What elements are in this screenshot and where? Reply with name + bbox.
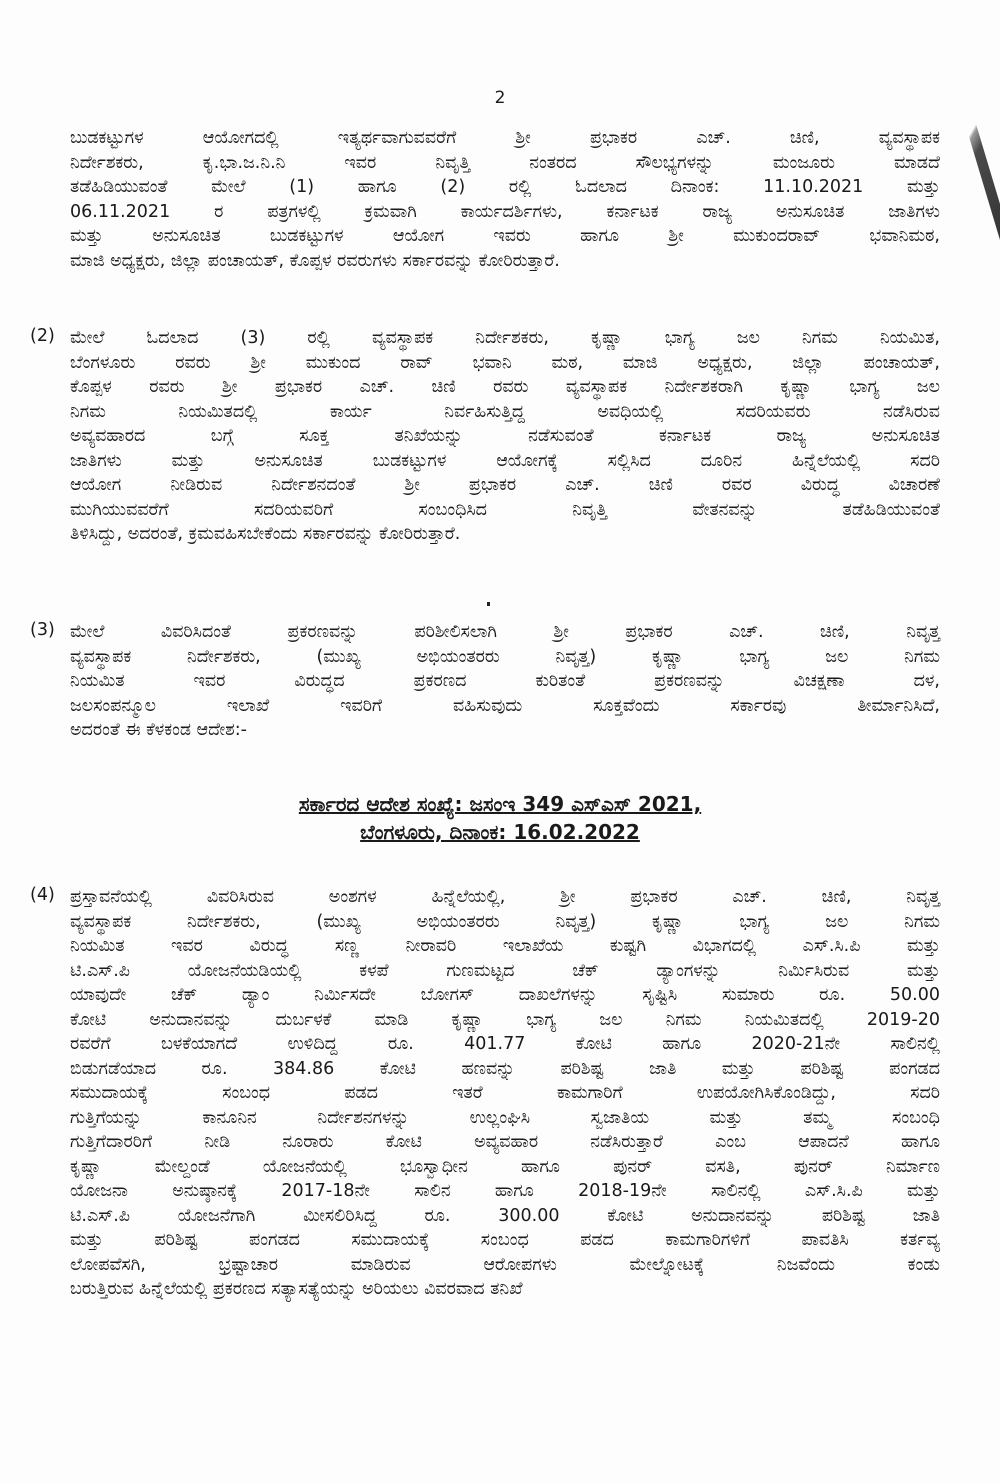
text-line: ಮೇಲೆ ವಿವರಿಸಿದಂತೆ ಪ್ರಕರಣವನ್ನು ಪರಿಶೀಲಿಸಲಾಗಿ ಶ್ರೀ ಪ್ರಭಾಕರ ಎಚ್. ಚಿಣಿ, ನಿವೃತ್ತ — [70, 622, 940, 642]
text-line: ಮತ್ತು ಪರಿಶಿಷ್ಟ ಪಂಗಡದ ಸಮುದಾಯಕ್ಕೆ ಸಂಬಂಧ ಪಡದ ಕಾಮಗಾರಿಗಳಿಗೆ ಪಾವತಿಸಿ ಕರ್ತವ್ಯ — [70, 1230, 940, 1250]
text-line: ಸಮುದಾಯಕ್ಕೆ ಸಂಬಂಧ ಪಡದ ಇತರೆ ಕಾಮಗಾರಿಗೆ ಉಪಯೋಗಿಸಿಕೊಂಡಿದ್ದು, ಸದರಿ — [70, 1083, 940, 1103]
paragraph-number: (2) — [30, 326, 55, 346]
paragraph-2 — [70, 326, 940, 547]
text-line: ನಿರ್ದೇಶಕರು, ಕೃ.ಭಾ.ಜ.ನಿ.ನಿ ಇವರ ನಿವೃತ್ತಿ ನಂತರದ ಸೌಲಭ್ಯಗಳನ್ನು ಮಂಜೂರು ಮಾಡದೆ — [70, 152, 940, 173]
text-line: ಬೆಂಗಳೂರು ರವರು ಶ್ರೀ ಮುಕುಂದ ರಾವ್ ಭವಾನಿ ಮಠ, ಮಾಜಿ ಅಧ್ಯಕ್ಷರು, ಜಿಲ್ಲಾ ಪಂಚಾಯತ್, — [70, 352, 940, 373]
text-line: ಬರುತ್ತಿರುವ ಹಿನ್ನೆಲೆಯಲ್ಲಿ ಪ್ರಕರಣದ ಸತ್ಯಾಸತ್ಯೆಯನ್ನು ಅರಿಯಲು ವಿವರವಾದ ತನಿಖೆ — [70, 1279, 523, 1299]
order-number-line: ಸರ್ಕಾರದ ಆದೇಶ ಸಂಖ್ಯೆ: ಜಸಂಇ 349 ಎಸ್ಎಸ್ 2021, — [298, 792, 702, 816]
text-line: ವ್ಯವಸ್ಥಾಪಕ ನಿರ್ದೇಶಕರು, (ಮುಖ್ಯ ಅಭಿಯಂತರರು ನಿವೃತ್ತ) ಕೃಷ್ಣಾ ಭಾಗ್ಯ ಜಲ ನಿಗಮ — [70, 911, 940, 932]
text-line: ಲೋಪವೆಸಗಿ, ಭ್ರಷ್ಟಾಚಾರ ಮಾಡಿರುವ ಆರೋಪಗಳು ಮೇಲ್ನೋಟಕ್ಕೆ ನಿಜವೆಂದು ಕಂಡು — [70, 1254, 940, 1275]
text-line: ತಡೆಹಿಡಿಯುವಂತೆ ಮೇಲೆ (1) ಹಾಗೂ (2) ರಲ್ಲಿ ಓದಲಾದ ದಿನಾಂಕ: 11.10.2021 ಮತ್ತು — [70, 177, 940, 197]
paragraph-continuation — [70, 126, 940, 273]
text-line: ರವರೆಗೆ ಬಳಕೆಯಾಗದೆ ಉಳಿದಿದ್ದ ರೂ. 401.77 ಕೋಟಿ ಹಾಗೂ 2020-21ನೇ ಸಾಲಿನಲ್ಲಿ — [70, 1034, 940, 1054]
text-line: ಆಯೋಗ ನೀಡಿರುವ ನಿರ್ದೇಶನದಂತೆ ಶ್ರೀ ಪ್ರಭಾಕರ ಎಚ್. ಚಿಣಿ ರವರ ವಿರುದ್ಧ ವಿಚಾರಣೆ — [70, 475, 940, 495]
text-line: ಮುಗಿಯುವವರೆಗೆ ಸದರಿಯವರಿಗೆ ಸಂಬಂಧಿಸಿದ ನಿವೃತ್ತಿ ವೇತನವನ್ನು ತಡೆಹಿಡಿಯುವಂತೆ — [70, 499, 940, 520]
text-line: ನಿಯಮಿತ ಇವರ ವಿರುದ್ಧದ ಪ್ರಕರಣದ ಕುರಿತಂತೆ ಪ್ರಕರಣವನ್ನು ವಿಚಕ್ಷಣಾ ದಳ, — [70, 671, 940, 691]
text-line: ಅದರಂತೆ ಈ ಕೆಳಕಂಡ ಆದೇಶ:- — [70, 720, 247, 740]
text-line: ಟಿ.ಎಸ್.ಪಿ ಯೋಜನೆಗಾಗಿ ಮೀಸಲಿರಿಸಿದ್ದ ರೂ. 300.00 ಕೋಟಿ ಅನುದಾನವನ್ನು ಪರಿಶಿಷ್ಟ ಜಾತಿ — [70, 1205, 940, 1226]
text-line: ಕೊಪ್ಪಳ ರವರು ಶ್ರೀ ಪ್ರಭಾಕರ ಎಚ್. ಚಿಣಿ ರವರು ವ್ಯವಸ್ಥಾಪಕ ನಿರ್ದೇಶಕರಾಗಿ ಕೃಷ್ಣಾ ಭಾಗ್ಯ ಜಲ — [70, 377, 940, 397]
paragraph-number: (4) — [30, 885, 55, 905]
text-line: ಯೋಜನಾ ಅನುಷ್ಠಾನಕ್ಕೆ 2017-18ನೇ ಸಾಲಿನ ಹಾಗೂ 2018-19ನೇ ಸಾಲಿನಲ್ಲಿ ಎಸ್.ಸಿ.ಪಿ ಮತ್ತು — [70, 1181, 940, 1201]
stray-mark — [487, 602, 490, 606]
text-line: ಕೃಷ್ಣಾ ಮೇಲ್ದಂಡೆ ಯೋಜನೆಯಲ್ಲಿ ಭೂಸ್ವಾಧೀನ ಹಾಗೂ ಪುನರ್ ವಸತಿ, ಪುನರ್ ನಿರ್ಮಾಣ — [70, 1156, 940, 1177]
text-line: ಟಿ.ಎಸ್.ಪಿ ಯೋಜನೆಯಡಿಯಲ್ಲಿ ಕಳಪೆ ಗುಣಮಟ್ಟದ ಚೆಕ್ ಡ್ಯಾಂಗಳನ್ನು ನಿರ್ಮಿಸಿರುವ ಮತ್ತು — [70, 960, 940, 981]
paragraph-number: (3) — [30, 620, 55, 640]
text-line: ಗುತ್ತಿಗೆದಾರರಿಗೆ ನೀಡಿ ನೂರಾರು ಕೋಟಿ ಅವ್ಯವಹಾರ ನಡೆಸಿರುತ್ತಾರೆ ಎಂಬ ಆಪಾದನೆ ಹಾಗೂ — [70, 1132, 940, 1152]
paper-fold-shadow — [940, 40, 1000, 240]
text-line: ಅವ್ಯವಹಾರದ ಬಗ್ಗೆ ಸೂಕ್ತ ತನಿಖೆಯನ್ನು ನಡೆಸುವಂತೆ ಕರ್ನಾಟಕ ರಾಜ್ಯ ಅನುಸೂಚಿತ — [70, 426, 940, 446]
text-line: 06.11.2021 ರ ಪತ್ರಗಳಲ್ಲಿ ಕ್ರಮವಾಗಿ ಕಾರ್ಯದರ್ಶಿಗಳು, ಕರ್ನಾಟಕ ರಾಜ್ಯ ಅನುಸೂಚಿತ ಜಾತಿಗಳು — [70, 201, 940, 222]
government-order-heading — [0, 790, 1000, 846]
text-line: ಬುಡಕಟ್ಟುಗಳ ಆಯೋಗದಲ್ಲಿ ಇತ್ಯರ್ಥವಾಗುವವರೆಗೆ ಶ್ರೀ ಪ್ರಭಾಕರ ಎಚ್. ಚಿಣಿ, ವ್ಯವಸ್ಥಾಪಕ — [70, 128, 940, 148]
text-line: ಜಲಸಂಪನ್ಮೂಲ ಇಲಾಖೆ ಇವರಿಗೆ ವಹಿಸುವುದು ಸೂಕ್ತವೆಂದು ಸರ್ಕಾರವು ತೀರ್ಮಾನಿಸಿದೆ, — [70, 695, 940, 716]
text-line: ಗುತ್ತಿಗೆಯನ್ನು ಕಾನೂನಿನ ನಿರ್ದೇಶನಗಳನ್ನು ಉಲ್ಲಂಘಿಸಿ ಸ್ವಜಾತಿಯ ಮತ್ತು ತಮ್ಮ ಸಂಬಂಧಿ — [70, 1107, 940, 1128]
text-line: ಮೇಲೆ ಓದಲಾದ (3) ರಲ್ಲಿ ವ್ಯವಸ್ಥಾಪಕ ನಿರ್ದೇಶಕರು, ಕೃಷ್ಣಾ ಭಾಗ್ಯ ಜಲ ನಿಗಮ ನಿಯಮಿತ, — [70, 328, 940, 348]
text-line: ಕೋಟಿ ಅನುದಾನವನ್ನು ದುರ್ಬಳಕೆ ಮಾಡಿ ಕೃಷ್ಣಾ ಭಾಗ್ಯ ಜಲ ನಿಗಮ ನಿಯಮಿತದಲ್ಲಿ 2019-20 — [70, 1009, 940, 1030]
text-line: ಮಾಜಿ ಅಧ್ಯಕ್ಷರು, ಜಿಲ್ಲಾ ಪಂಚಾಯತ್, ಕೊಪ್ಪಳ ರವರುಗಳು ಸರ್ಕಾರವನ್ನು ಕೋರಿರುತ್ತಾರೆ. — [70, 250, 560, 271]
order-date-line: ಬೆಂಗಳೂರು, ದಿನಾಂಕ: 16.02.2022 — [360, 820, 640, 844]
paragraph-3 — [70, 620, 940, 743]
paragraph-4 — [70, 885, 940, 1302]
text-line: ತಿಳಿಸಿದ್ದು, ಅದರಂತೆ, ಕ್ರಮವಹಿಸಬೇಕೆಂದು ಸರ್ಕಾರವನ್ನು ಕೋರಿರುತ್ತಾರೆ. — [70, 524, 461, 544]
text-line: ನಿಯಮಿತ ಇವರ ವಿರುದ್ಧ ಸಣ್ಣ ನೀರಾವರಿ ಇಲಾಖೆಯ ಕುಷ್ಟಗಿ ವಿಭಾಗದಲ್ಲಿ ಎಸ್.ಸಿ.ಪಿ ಮತ್ತು — [70, 936, 940, 956]
page-number: 2 — [494, 88, 506, 108]
text-line: ಬಿಡುಗಡೆಯಾದ ರೂ. 384.86 ಕೋಟಿ ಹಣವನ್ನು ಪರಿಶಿಷ್ಟ ಜಾತಿ ಮತ್ತು ಪರಿಶಿಷ್ಟ ಪಂಗಡದ — [70, 1058, 940, 1079]
text-line: ನಿಗಮ ನಿಯಮಿತದಲ್ಲಿ ಕಾರ್ಯ ನಿರ್ವಹಿಸುತ್ತಿದ್ದ ಅವಧಿಯಲ್ಲಿ ಸದರಿಯವರು ನಡೆಸಿರುವ — [70, 401, 940, 422]
text-line: ಜಾತಿಗಳು ಮತ್ತು ಅನುಸೂಚಿತ ಬುಡಕಟ್ಟುಗಳ ಆಯೋಗಕ್ಕೆ ಸಲ್ಲಿಸಿದ ದೂರಿನ ಹಿನ್ನೆಲೆಯಲ್ಲಿ ಸದರಿ — [70, 450, 940, 471]
text-line: ಪ್ರಸ್ತಾವನೆಯಲ್ಲಿ ವಿವರಿಸಿರುವ ಅಂಶಗಳ ಹಿನ್ನೆಲೆಯಲ್ಲಿ, ಶ್ರೀ ಪ್ರಭಾಕರ ಎಚ್. ಚಿಣಿ, ನಿವೃತ್ತ — [70, 887, 940, 907]
text-line: ಯಾವುದೇ ಚೆಕ್ ಡ್ಯಾಂ ನಿರ್ಮಿಸದೇ ಬೋಗಸ್ ದಾಖಲೆಗಳನ್ನು ಸೃಷ್ಟಿಸಿ ಸುಮಾರು ರೂ. 50.00 — [70, 985, 940, 1005]
text-line: ಮತ್ತು ಅನುಸೂಚಿತ ಬುಡಕಟ್ಟುಗಳ ಆಯೋಗ ಇವರು ಹಾಗೂ ಶ್ರೀ ಮುಕುಂದರಾವ್ ಭವಾನಿಮಠ, — [70, 226, 940, 246]
text-line: ವ್ಯವಸ್ಥಾಪಕ ನಿರ್ದೇಶಕರು, (ಮುಖ್ಯ ಅಭಿಯಂತರರು ನಿವೃತ್ತ) ಕೃಷ್ಣಾ ಭಾಗ್ಯ ಜಲ ನಿಗಮ — [70, 646, 940, 667]
